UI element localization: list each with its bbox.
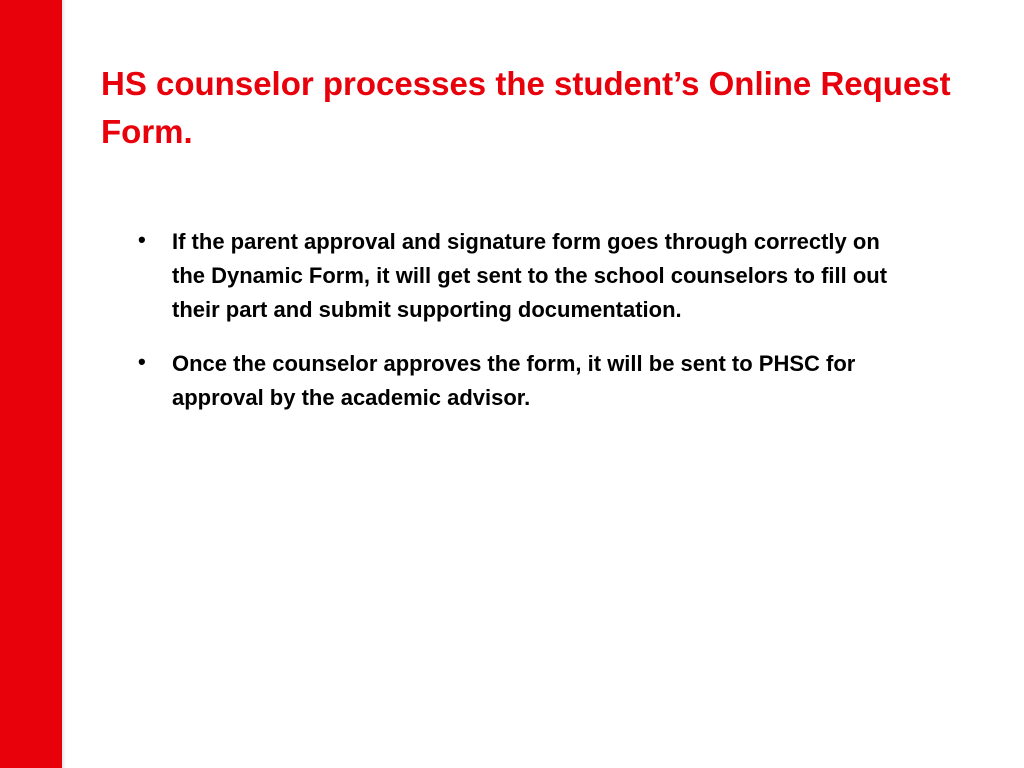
bullet-text: Once the counselor approves the form, it will be sent to PHSC for approval by the academic advisor. [172, 351, 856, 410]
bullet-text: If the parent approval and signature form goes through correctly on the Dynamic Form, it will get sent to the school counselors to fill out their part and submit supporting documentation. [172, 229, 888, 322]
accent-side-bar [0, 0, 62, 768]
bullet-dot-icon: • [138, 227, 146, 252]
bullet-list [138, 225, 918, 435]
side-bar-shadow [62, 0, 66, 768]
bullet-dot-icon: • [138, 349, 146, 374]
slide-title: HS counselor processes the student’s Online Request Form. [101, 65, 951, 150]
bullet-item [138, 225, 918, 327]
bullet-item [138, 347, 918, 415]
